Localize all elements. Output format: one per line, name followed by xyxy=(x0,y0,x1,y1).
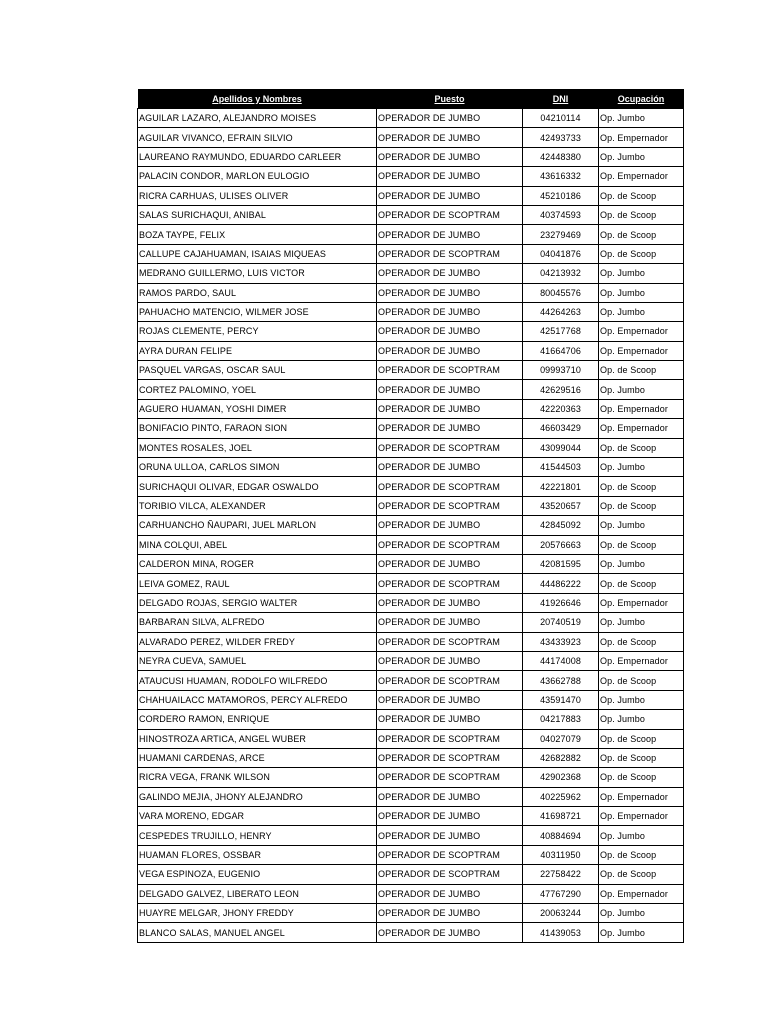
cell-dni: 40884694 xyxy=(523,826,599,845)
cell-occupation: Op. Empernador xyxy=(599,341,684,360)
cell-name: BLANCO SALAS, MANUEL ANGEL xyxy=(138,923,377,942)
table-row xyxy=(138,380,684,399)
table-row xyxy=(138,554,684,573)
cell-occupation: Op. de Scoop xyxy=(599,574,684,593)
cell-position: OPERADOR DE JUMBO xyxy=(377,904,523,923)
cell-name: CORDERO RAMON, ENRIQUE xyxy=(138,710,377,729)
cell-occupation: Op. Jumbo xyxy=(599,613,684,632)
cell-occupation: Op. de Scoop xyxy=(599,438,684,457)
cell-position: OPERADOR DE JUMBO xyxy=(377,710,523,729)
cell-position: OPERADOR DE JUMBO xyxy=(377,264,523,283)
table-row xyxy=(138,128,684,147)
cell-occupation: Op. de Scoop xyxy=(599,632,684,651)
cell-name: CHAHUAILACC MATAMOROS, PERCY ALFREDO xyxy=(138,690,377,709)
header-row xyxy=(138,89,684,109)
cell-occupation: Op. Jumbo xyxy=(599,690,684,709)
cell-occupation: Op. Empernador xyxy=(599,807,684,826)
table-row xyxy=(138,516,684,535)
table-row xyxy=(138,496,684,515)
cell-position: OPERADOR DE SCOPTRAM xyxy=(377,632,523,651)
cell-position: OPERADOR DE JUMBO xyxy=(377,322,523,341)
table-row xyxy=(138,147,684,166)
table-row xyxy=(138,671,684,690)
table-row xyxy=(138,167,684,186)
cell-occupation: Op. de Scoop xyxy=(599,244,684,263)
cell-name: AGUILAR VIVANCO, EFRAIN SILVIO xyxy=(138,128,377,147)
table-row xyxy=(138,613,684,632)
cell-name: HUAMANI CARDENAS, ARCE xyxy=(138,748,377,767)
cell-name: ATAUCUSI HUAMAN, RODOLFO WILFREDO xyxy=(138,671,377,690)
table-row xyxy=(138,186,684,205)
table-row xyxy=(138,361,684,380)
cell-dni: 23279469 xyxy=(523,225,599,244)
cell-name: MEDRANO GUILLERMO, LUIS VICTOR xyxy=(138,264,377,283)
table-row xyxy=(138,399,684,418)
cell-occupation: Op. Jumbo xyxy=(599,904,684,923)
cell-position: OPERADOR DE JUMBO xyxy=(377,690,523,709)
cell-occupation: Op. Jumbo xyxy=(599,283,684,302)
table-row xyxy=(138,807,684,826)
cell-name: ROJAS CLEMENTE, PERCY xyxy=(138,322,377,341)
cell-dni: 40374593 xyxy=(523,205,599,224)
cell-name: LAUREANO RAYMUNDO, EDUARDO CARLEER xyxy=(138,147,377,166)
table-row xyxy=(138,322,684,341)
header-name: Apellidos y Nombres xyxy=(138,89,377,109)
table-row xyxy=(138,438,684,457)
cell-dni: 04210114 xyxy=(523,109,599,128)
cell-position: OPERADOR DE JUMBO xyxy=(377,225,523,244)
table-row xyxy=(138,109,684,128)
cell-name: CORTEZ PALOMINO, YOEL xyxy=(138,380,377,399)
cell-position: OPERADOR DE SCOPTRAM xyxy=(377,205,523,224)
cell-position: OPERADOR DE SCOPTRAM xyxy=(377,845,523,864)
cell-name: HINOSTROZA ARTICA, ANGEL WUBER xyxy=(138,729,377,748)
cell-occupation: Op. Jumbo xyxy=(599,554,684,573)
personnel-table xyxy=(137,89,684,943)
cell-occupation: Op. de Scoop xyxy=(599,477,684,496)
table-row xyxy=(138,341,684,360)
cell-position: OPERADOR DE SCOPTRAM xyxy=(377,748,523,767)
cell-dni: 41544503 xyxy=(523,458,599,477)
cell-position: OPERADOR DE JUMBO xyxy=(377,167,523,186)
cell-position: OPERADOR DE JUMBO xyxy=(377,109,523,128)
cell-name: HUAMAN FLORES, OSSBAR xyxy=(138,845,377,864)
cell-name: LEIVA GOMEZ, RAUL xyxy=(138,574,377,593)
table-row xyxy=(138,748,684,767)
header-occupation: Ocupación xyxy=(599,89,684,109)
cell-occupation: Op. de Scoop xyxy=(599,845,684,864)
table-row xyxy=(138,865,684,884)
cell-position: OPERADOR DE JUMBO xyxy=(377,613,523,632)
cell-name: SALAS SURICHAQUI, ANIBAL xyxy=(138,205,377,224)
cell-occupation: Op. Jumbo xyxy=(599,264,684,283)
cell-occupation: Op. Empernador xyxy=(599,399,684,418)
cell-dni: 41664706 xyxy=(523,341,599,360)
header-position: Puesto xyxy=(377,89,523,109)
cell-dni: 42845092 xyxy=(523,516,599,535)
cell-position: OPERADOR DE SCOPTRAM xyxy=(377,244,523,263)
table-row xyxy=(138,283,684,302)
cell-occupation: Op. Empernador xyxy=(599,884,684,903)
table-row xyxy=(138,826,684,845)
cell-name: BARBARAN SILVA, ALFREDO xyxy=(138,613,377,632)
cell-dni: 45210186 xyxy=(523,186,599,205)
cell-dni: 41698721 xyxy=(523,807,599,826)
cell-dni: 22758422 xyxy=(523,865,599,884)
cell-name: AGUILAR LAZARO, ALEJANDRO MOISES xyxy=(138,109,377,128)
cell-name: CALLUPE CAJAHUAMAN, ISAIAS MIQUEAS xyxy=(138,244,377,263)
cell-occupation: Op. Empernador xyxy=(599,651,684,670)
cell-position: OPERADOR DE JUMBO xyxy=(377,128,523,147)
cell-dni: 04217883 xyxy=(523,710,599,729)
table-row xyxy=(138,632,684,651)
cell-name: BONIFACIO PINTO, FARAON SION xyxy=(138,419,377,438)
cell-dni: 09993710 xyxy=(523,361,599,380)
cell-position: OPERADOR DE JUMBO xyxy=(377,651,523,670)
table-row xyxy=(138,768,684,787)
cell-name: ORUNA ULLOA, CARLOS SIMON xyxy=(138,458,377,477)
table-row xyxy=(138,225,684,244)
cell-position: OPERADOR DE JUMBO xyxy=(377,884,523,903)
cell-position: OPERADOR DE SCOPTRAM xyxy=(377,438,523,457)
cell-dni: 20740519 xyxy=(523,613,599,632)
table-row xyxy=(138,923,684,942)
cell-dni: 44174008 xyxy=(523,651,599,670)
table-row xyxy=(138,884,684,903)
cell-dni: 42493733 xyxy=(523,128,599,147)
cell-dni: 04213932 xyxy=(523,264,599,283)
table-row xyxy=(138,787,684,806)
table-row xyxy=(138,593,684,612)
table-header xyxy=(138,89,684,109)
cell-dni: 44486222 xyxy=(523,574,599,593)
cell-name: CALDERON MINA, ROGER xyxy=(138,554,377,573)
table-row xyxy=(138,690,684,709)
cell-position: OPERADOR DE JUMBO xyxy=(377,554,523,573)
cell-occupation: Op. de Scoop xyxy=(599,535,684,554)
cell-dni: 43099044 xyxy=(523,438,599,457)
cell-name: ALVARADO PEREZ, WILDER FREDY xyxy=(138,632,377,651)
cell-dni: 80045576 xyxy=(523,283,599,302)
table-row xyxy=(138,904,684,923)
cell-dni: 42517768 xyxy=(523,322,599,341)
cell-position: OPERADOR DE SCOPTRAM xyxy=(377,496,523,515)
cell-occupation: Op. de Scoop xyxy=(599,729,684,748)
cell-occupation: Op. Jumbo xyxy=(599,826,684,845)
cell-dni: 44264263 xyxy=(523,302,599,321)
cell-occupation: Op. Jumbo xyxy=(599,147,684,166)
cell-occupation: Op. Jumbo xyxy=(599,109,684,128)
cell-occupation: Op. Jumbo xyxy=(599,710,684,729)
cell-position: OPERADOR DE JUMBO xyxy=(377,593,523,612)
table-row xyxy=(138,845,684,864)
cell-occupation: Op. de Scoop xyxy=(599,748,684,767)
cell-position: OPERADOR DE JUMBO xyxy=(377,826,523,845)
cell-position: OPERADOR DE SCOPTRAM xyxy=(377,729,523,748)
table-row xyxy=(138,574,684,593)
cell-name: PASQUEL VARGAS, OSCAR SAUL xyxy=(138,361,377,380)
cell-dni: 42221801 xyxy=(523,477,599,496)
cell-dni: 43433923 xyxy=(523,632,599,651)
cell-occupation: Op. Empernador xyxy=(599,167,684,186)
cell-occupation: Op. Empernador xyxy=(599,419,684,438)
cell-occupation: Op. Jumbo xyxy=(599,516,684,535)
cell-dni: 41439053 xyxy=(523,923,599,942)
cell-name: RICRA CARHUAS, ULISES OLIVER xyxy=(138,186,377,205)
cell-name: MINA COLQUI, ABEL xyxy=(138,535,377,554)
cell-dni: 43591470 xyxy=(523,690,599,709)
cell-dni: 42220363 xyxy=(523,399,599,418)
cell-position: OPERADOR DE JUMBO xyxy=(377,923,523,942)
cell-occupation: Op. de Scoop xyxy=(599,205,684,224)
cell-position: OPERADOR DE JUMBO xyxy=(377,807,523,826)
table-row xyxy=(138,419,684,438)
cell-position: OPERADOR DE JUMBO xyxy=(377,147,523,166)
cell-name: AYRA DURAN FELIPE xyxy=(138,341,377,360)
cell-name: VARA MORENO, EDGAR xyxy=(138,807,377,826)
cell-occupation: Op. de Scoop xyxy=(599,361,684,380)
table-body xyxy=(138,109,684,943)
cell-position: OPERADOR DE SCOPTRAM xyxy=(377,535,523,554)
cell-name: VEGA ESPINOZA, EUGENIO xyxy=(138,865,377,884)
cell-name: CESPEDES TRUJILLO, HENRY xyxy=(138,826,377,845)
table-row xyxy=(138,710,684,729)
cell-name: CARHUANCHO ÑAUPARI, JUEL MARLON xyxy=(138,516,377,535)
personnel-table-container xyxy=(137,89,683,943)
cell-name: PALACIN CONDOR, MARLON EULOGIO xyxy=(138,167,377,186)
cell-occupation: Op. Jumbo xyxy=(599,458,684,477)
cell-name: BOZA TAYPE, FELIX xyxy=(138,225,377,244)
cell-occupation: Op. de Scoop xyxy=(599,671,684,690)
cell-occupation: Op. Empernador xyxy=(599,128,684,147)
cell-occupation: Op. de Scoop xyxy=(599,865,684,884)
cell-name: DELGADO GALVEZ, LIBERATO LEON xyxy=(138,884,377,903)
table-row xyxy=(138,651,684,670)
cell-position: OPERADOR DE JUMBO xyxy=(377,302,523,321)
cell-position: OPERADOR DE SCOPTRAM xyxy=(377,865,523,884)
cell-occupation: Op. Empernador xyxy=(599,787,684,806)
cell-position: OPERADOR DE JUMBO xyxy=(377,186,523,205)
table-row xyxy=(138,264,684,283)
cell-position: OPERADOR DE SCOPTRAM xyxy=(377,671,523,690)
cell-dni: 04027079 xyxy=(523,729,599,748)
cell-name: HUAYRE MELGAR, JHONY FREDDY xyxy=(138,904,377,923)
cell-name: SURICHAQUI OLIVAR, EDGAR OSWALDO xyxy=(138,477,377,496)
cell-dni: 43662788 xyxy=(523,671,599,690)
cell-dni: 04041876 xyxy=(523,244,599,263)
cell-name: RICRA VEGA, FRANK WILSON xyxy=(138,768,377,787)
cell-occupation: Op. Empernador xyxy=(599,322,684,341)
cell-dni: 46603429 xyxy=(523,419,599,438)
cell-dni: 20576663 xyxy=(523,535,599,554)
cell-occupation: Op. Jumbo xyxy=(599,380,684,399)
cell-dni: 47767290 xyxy=(523,884,599,903)
cell-position: OPERADOR DE JUMBO xyxy=(377,283,523,302)
cell-dni: 40311950 xyxy=(523,845,599,864)
cell-dni: 42902368 xyxy=(523,768,599,787)
table-row xyxy=(138,244,684,263)
header-dni: DNI xyxy=(523,89,599,109)
cell-position: OPERADOR DE JUMBO xyxy=(377,399,523,418)
cell-position: OPERADOR DE SCOPTRAM xyxy=(377,574,523,593)
cell-name: GALINDO MEJIA, JHONY ALEJANDRO xyxy=(138,787,377,806)
cell-name: TORIBIO VILCA, ALEXANDER xyxy=(138,496,377,515)
cell-dni: 42448380 xyxy=(523,147,599,166)
cell-position: OPERADOR DE SCOPTRAM xyxy=(377,477,523,496)
cell-name: DELGADO ROJAS, SERGIO WALTER xyxy=(138,593,377,612)
cell-dni: 20063244 xyxy=(523,904,599,923)
cell-position: OPERADOR DE JUMBO xyxy=(377,341,523,360)
cell-dni: 43520657 xyxy=(523,496,599,515)
cell-name: RAMOS PARDO, SAUL xyxy=(138,283,377,302)
cell-dni: 41926646 xyxy=(523,593,599,612)
cell-occupation: Op. Empernador xyxy=(599,593,684,612)
cell-occupation: Op. de Scoop xyxy=(599,186,684,205)
cell-occupation: Op. Jumbo xyxy=(599,923,684,942)
cell-dni: 42629516 xyxy=(523,380,599,399)
table-row xyxy=(138,729,684,748)
cell-position: OPERADOR DE JUMBO xyxy=(377,419,523,438)
cell-name: NEYRA CUEVA, SAMUEL xyxy=(138,651,377,670)
cell-position: OPERADOR DE SCOPTRAM xyxy=(377,361,523,380)
table-row xyxy=(138,535,684,554)
cell-position: OPERADOR DE JUMBO xyxy=(377,787,523,806)
cell-position: OPERADOR DE JUMBO xyxy=(377,516,523,535)
cell-position: OPERADOR DE SCOPTRAM xyxy=(377,768,523,787)
cell-dni: 43616332 xyxy=(523,167,599,186)
cell-occupation: Op. de Scoop xyxy=(599,225,684,244)
table-row xyxy=(138,477,684,496)
table-row xyxy=(138,205,684,224)
table-row xyxy=(138,458,684,477)
cell-name: AGUERO HUAMAN, YOSHI DIMER xyxy=(138,399,377,418)
cell-position: OPERADOR DE JUMBO xyxy=(377,458,523,477)
cell-name: MONTES ROSALES, JOEL xyxy=(138,438,377,457)
cell-occupation: Op. de Scoop xyxy=(599,496,684,515)
cell-position: OPERADOR DE JUMBO xyxy=(377,380,523,399)
cell-dni: 42682882 xyxy=(523,748,599,767)
table-row xyxy=(138,302,684,321)
cell-occupation: Op. de Scoop xyxy=(599,768,684,787)
cell-dni: 42081595 xyxy=(523,554,599,573)
cell-name: PAHUACHO MATENCIO, WILMER JOSE xyxy=(138,302,377,321)
cell-dni: 40225962 xyxy=(523,787,599,806)
cell-occupation: Op. Jumbo xyxy=(599,302,684,321)
